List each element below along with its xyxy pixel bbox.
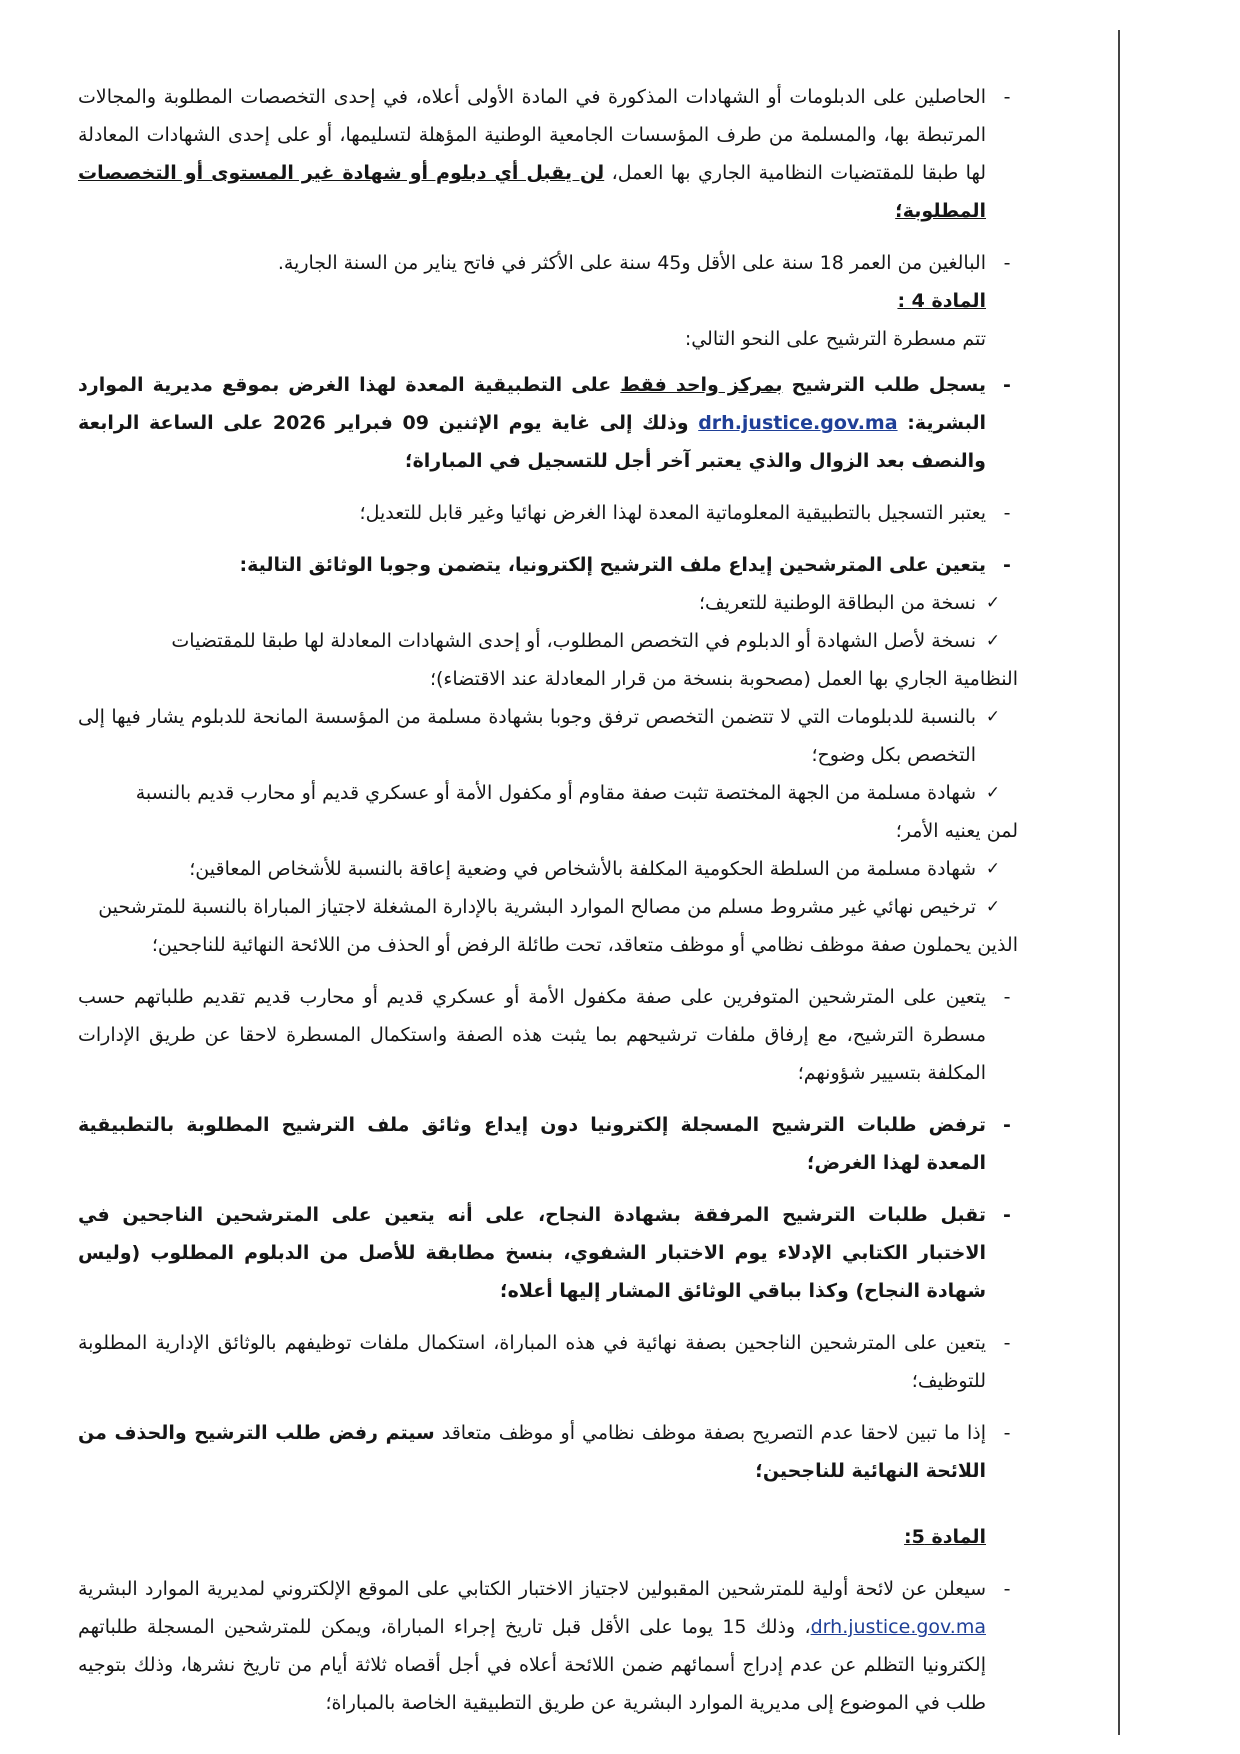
dash-bullet: -	[1003, 374, 1011, 396]
holders-text: الحاصلين على الدبلومات أو الشهادات المذكورة في المادة الأولى أعلاه، في إحدى التخصصات المطلوبة والمجالات المرتبطة بها، والمسلمة من طرف المؤسسات الجامعية الوطنية المؤهلة لتسليمها، أو على إحدى الشهادات المعادلة لها طبقا للمقتضيات النظامية الجاري بها العمل،	[78, 86, 986, 184]
registration-paragraph	[78, 366, 1018, 480]
preliminary-list-text-2: ، وذلك 15 يوما على الأقل قبل تاريخ إجراء المباراة، ويمكن للمترشحين المسجلة طلباتهم إلكترونيا التظلم عن عدم إدراج أسمائهم ضمن اللائحة أعلاه في أجل أقصاه ثلاثة أيام من تاريخ نشرها، وذلك بتوجيه طلب في الموضوع إلى مديرية الموارد البشرية عن طريق التطبيقية الخاصة بالمباراة؛	[78, 1616, 986, 1714]
special-status-text: يتعين على المترشحين المتوفرين على صفة مكفول الأمة أو عسكري قديم أو محارب قديم تقديم طلباتهم حسب مسطرة الترشيح، مع إرفاق ملفات ترشيحهم بما يثبت هذه الصفة واستكمال المسطرة لاحقا عن طريق الإدارات المكلفة بتسيير شؤونهم؛	[78, 986, 986, 1084]
preliminary-list-paragraph	[78, 1570, 1018, 1722]
register-deadline-text: وذلك إلى غاية يوم الإثنين 09 فبراير 2026 على الساعة الرابعة والنصف بعد الزوال والذي يعتبر آخر أجل للتسجيل في المباراة؛	[78, 412, 986, 472]
register-text-2: على التطبيقية المعدة لهذا الغرض بموقع مديرية الموارد البشرية:	[78, 374, 987, 434]
doc-disability-text: شهادة مسلمة من السلطة الحكومية المكلفة بالأشخاص في وضعية إعاقة بالنسبة للأشخاص المعاقين؛	[189, 858, 976, 880]
rejection-paragraph	[78, 1106, 1018, 1182]
doc-status-text: شهادة مسلمة من الجهة المختصة تثبت صفة مقاوم أو مكفول الأمة أو عسكري قديم أو محارب قديم بالنسبة	[135, 782, 976, 804]
documents-intro-text: يتعين على المترشحين إيداع ملف الترشيح إلكترونيا، يتضمن وجوبا الوثائق التالية:	[239, 554, 986, 576]
checkmark-icon: ✓	[985, 859, 1001, 879]
documents-intro	[78, 546, 1018, 584]
success-certificate-text: تقبل طلبات الترشيح المرفقة بشهادة النجاح، على أنه يتعين على المترشحين الناجحين في الاختبار الكتابي الإدلاء يوم الاختبار الشفوي، بنسخ مطابقة للأصل من الدبلوم المطلوب (وليس شهادة النجاح) وكذا بباقي الوثائق المشار إليها أعلاه؛	[78, 1204, 986, 1302]
dash-bullet: -	[1003, 986, 1011, 1008]
checkmark-icon: ✓	[985, 897, 1001, 917]
article4-heading: المادة 4 :	[897, 290, 986, 312]
declaration-text: إذا ما تبين لاحقا عدم التصريح بصفة موظف نظامي أو موظف متعاقد	[434, 1422, 986, 1444]
rejection-text: ترفض طلبات الترشيح المسجلة إلكترونيا دون إيداع وثائق ملف الترشيح المطلوبة بالتطبيقية المعدة لهذا الغرض؛	[78, 1114, 986, 1174]
document-page	[78, 78, 1018, 1722]
page-margin-rule	[1118, 30, 1120, 1735]
register-text-1: يسجل طلب الترشيح	[782, 374, 986, 396]
doc-id-card-text: نسخة من البطاقة الوطنية للتعريف؛	[698, 592, 976, 614]
dash-bullet: -	[1003, 1578, 1011, 1600]
doc-authorization-text: ترخيص نهائي غير مشروط مسلم من مصالح الموارد البشرية بالإدارة المشغلة لاجتياز المباراة بالنسبة للمترشحين	[98, 896, 976, 918]
eligibility-holders	[78, 78, 1018, 230]
dash-bullet: -	[1003, 252, 1011, 274]
doc-authorization-continuation: الذين يحملون صفة موظف نظامي أو موظف متعاقد، تحت طائلة الرفض أو الحذف من اللائحة النهائية للناجحين؛	[151, 934, 1018, 956]
age-text: البالغين من العمر 18 سنة على الأقل و45 سنة على الأكثر في فاتح يناير من السنة الجارية.	[277, 252, 986, 274]
article4-intro: تتم مسطرة الترشيح على النحو التالي:	[684, 328, 986, 350]
doc-status-continuation: لمن يعنيه الأمر؛	[895, 820, 1018, 842]
article5-heading: المادة 5:	[904, 1526, 986, 1548]
doc-item-diploma	[78, 622, 1018, 660]
preliminary-list-text: سيعلن عن لائحة أولية للمترشحين المقبولين لاجتياز الاختبار الكتابي على الموقع الإلكتروني لمديرية الموارد البشرية	[78, 1578, 986, 1600]
doc-specialty-text: بالنسبة للدبلومات التي لا تتضمن التخصص ترفق وجوبا بشهادة مسلمة من المؤسسة المانحة للدبلوم يشار فيها إلى التخصص بكل وضوح؛	[78, 706, 976, 766]
success-certificate-paragraph	[78, 1196, 1018, 1310]
doc-item-specialty-cert	[78, 698, 1018, 774]
dash-bullet: -	[1003, 1114, 1011, 1136]
complete-files-text: يتعين على المترشحين الناجحين بصفة نهائية في هذه المباراة، استكمال ملفات توظيفهم بالوثائق الإدارية المطلوبة للتوظيف؛	[78, 1332, 986, 1392]
checkmark-icon: ✓	[985, 593, 1001, 613]
drh-website-link[interactable]: drh.justice.gov.ma	[698, 412, 898, 434]
doc-diploma-text: نسخة لأصل الشهادة أو الدبلوم في التخصص المطلوب، أو إحدى الشهادات المعادلة لها طبقا للمقتضيات	[171, 630, 976, 652]
doc-item-status-cert	[78, 774, 1018, 812]
special-status-paragraph	[78, 978, 1018, 1092]
registration-final	[78, 494, 1018, 532]
doc-item-id-card	[78, 584, 1018, 622]
dash-bullet: -	[1003, 502, 1011, 524]
dash-bullet: -	[1003, 554, 1011, 576]
checkmark-icon: ✓	[985, 631, 1001, 651]
checkmark-icon: ✓	[985, 707, 1001, 727]
eligibility-age	[78, 244, 1018, 282]
single-center-text: بمركز واحد فقط	[620, 374, 783, 396]
declaration-penalty: سيتم رفض طلب الترشيح والحذف من اللائحة النهائية للناجحين؛	[78, 1422, 986, 1482]
holders-warning: لن يقبل أي دبلوم أو شهادة غير المستوى أو التخصصات المطلوبة؛	[78, 162, 986, 222]
dash-bullet: -	[1003, 1422, 1011, 1444]
complete-files-paragraph	[78, 1324, 1018, 1400]
doc-item-authorization	[78, 888, 1018, 926]
dash-bullet: -	[1003, 1332, 1011, 1354]
declaration-paragraph	[78, 1414, 1018, 1490]
final-text: يعتبر التسجيل بالتطبيقية المعلوماتية المعدة لهذا الغرض نهائيا وغير قابل للتعديل؛	[359, 502, 986, 524]
dash-bullet: -	[1003, 86, 1011, 108]
drh-website-link[interactable]: drh.justice.gov.ma	[810, 1616, 986, 1638]
doc-diploma-continuation: النظامية الجاري بها العمل (مصحوبة بنسخة من قرار المعادلة عند الاقتضاء)؛	[429, 668, 1018, 690]
doc-item-disability-cert	[78, 850, 1018, 888]
dash-bullet: -	[1003, 1204, 1011, 1226]
checkmark-icon: ✓	[985, 783, 1001, 803]
